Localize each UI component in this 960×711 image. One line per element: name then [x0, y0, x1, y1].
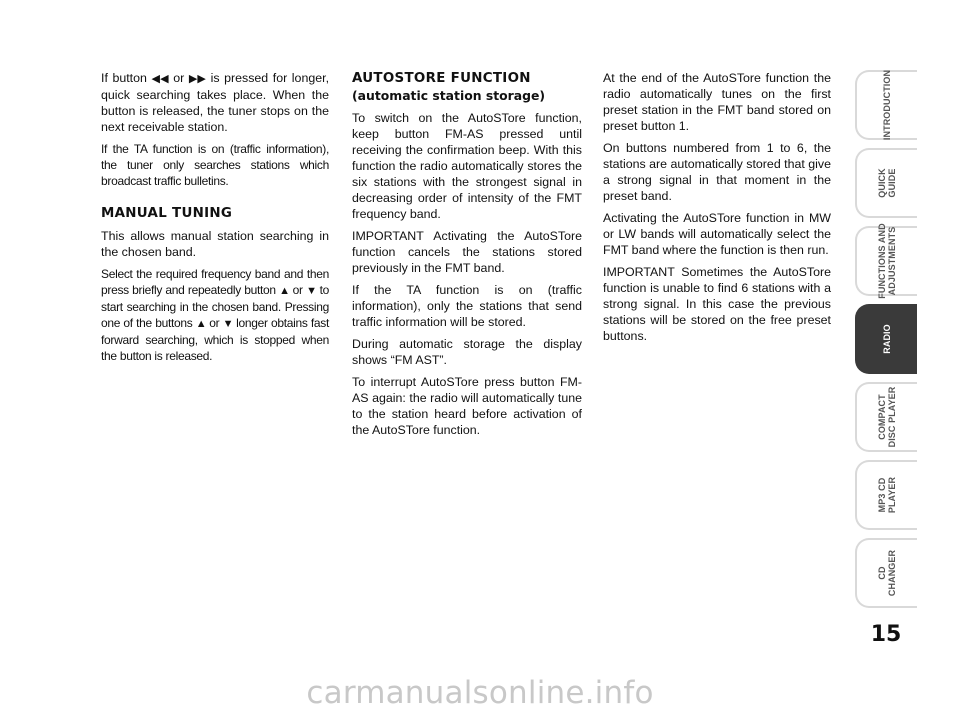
text-span: longer obtains fast forward searching, which is stopped when the button is released. — [101, 316, 329, 363]
preset-buttons-paragraph: On buttons numbered from 1 to 6, the stations are automatically stored that give a strong signal in that moment in the preset band. — [603, 141, 831, 203]
tab-mp3-cd-player[interactable] — [855, 460, 917, 530]
text-span: is pressed for longer, quick searching takes place. When the button is released, the tuner stops on the next receivable station. — [101, 71, 330, 134]
seek-paragraph — [101, 70, 329, 135]
autostore-subtitle: (automatic station storage) — [352, 88, 546, 103]
autostore-paragraph-3: If the TA function is on (traffic information), only the stations that send traffic information will be stored. — [352, 283, 582, 329]
manual-tuning-heading: MANUAL TUNING — [101, 206, 233, 221]
tab-label: QUICK GUIDE — [877, 168, 897, 198]
autostore-end-paragraph: At the end of the AutoSTore function the radio automatically tunes on the first preset station in the FMT band stored on preset button 1. — [603, 71, 831, 133]
text-span: to start searching in the chosen band. Pressing one of the buttons — [101, 283, 329, 330]
tab-introduction[interactable] — [855, 70, 917, 140]
section-tabs — [855, 70, 917, 616]
ta-paragraph: If the TA function is on (traffic information), the tuner only searches stations which broadcast traffic bulletins. — [101, 142, 329, 188]
up-arrow-icon: ▲ — [279, 285, 290, 297]
manual-tuning-paragraph — [101, 266, 329, 364]
tab-functions-and-adjustments[interactable] — [855, 223, 917, 299]
tab-label: INTRODUCTION — [882, 69, 892, 141]
down-arrow-icon: ▼ — [306, 285, 317, 297]
text-span: If button — [101, 71, 152, 85]
autostore-heading — [352, 70, 582, 104]
fast-forward-icon: ▶▶ — [188, 73, 207, 85]
tab-label: MP3 CD PLAYER — [877, 476, 897, 514]
text-span: or — [205, 316, 223, 330]
up-arrow-icon: ▲ — [195, 318, 206, 330]
rewind-icon: ◀◀ — [151, 73, 169, 85]
tab-cd-changer[interactable] — [855, 538, 917, 608]
tab-label: COMPACT DISC PLAYER — [877, 386, 897, 448]
left-column — [101, 70, 329, 370]
tab-label: RADIO — [882, 324, 892, 354]
tab-label: CD CHANGER — [877, 549, 897, 597]
down-arrow-icon: ▼ — [222, 318, 233, 330]
tab-label: FUNCTIONS AND ADJUSTMENTS — [877, 223, 897, 299]
watermark: carmanualsonline.info — [306, 675, 654, 711]
autostore-paragraph-4: During automatic storage the display shows “FM AST”. — [352, 337, 582, 367]
autostore-paragraph-5: To interrupt AutoSTore press button FM-AS again: the radio will automatically tune to the station heard before activation of the AutoSTore function. — [352, 375, 582, 437]
tab-compact-disc-player[interactable] — [855, 382, 917, 452]
right-column — [603, 70, 831, 350]
text-span: Select the required frequency band and then press briefly and repeatedly button — [101, 267, 329, 297]
tab-radio[interactable] — [855, 304, 917, 374]
mw-lw-paragraph: Activating the AutoSTore function in MW or LW bands will automatically select the FMT band where the function is then run. — [603, 211, 831, 257]
manual-tuning-intro: This allows manual station searching in the chosen band. — [101, 229, 329, 259]
autostore-paragraph-1: To switch on the AutoSTore function, keep button FM-AS pressed until receiving the confirmation beep. With this function the radio automatically stores the six stations with the strongest signal in decreasing order of intensity of the FMT frequency band. — [352, 111, 582, 221]
autostore-paragraph-2: IMPORTANT Activating the AutoSTore function cancels the stations stored previously in the FMT band. — [352, 229, 582, 275]
important-note-paragraph: IMPORTANT Sometimes the AutoSTore function is unable to find 6 stations with a strong signal. In this case the previous stations will be stored on the free preset buttons. — [603, 265, 831, 343]
tab-quick-guide[interactable] — [855, 148, 917, 218]
page-number: 15 — [870, 622, 902, 647]
text-span: or — [289, 283, 307, 297]
autostore-title: AUTOSTORE FUNCTION — [352, 71, 531, 86]
text-span: or — [168, 71, 189, 85]
middle-column — [352, 70, 582, 444]
